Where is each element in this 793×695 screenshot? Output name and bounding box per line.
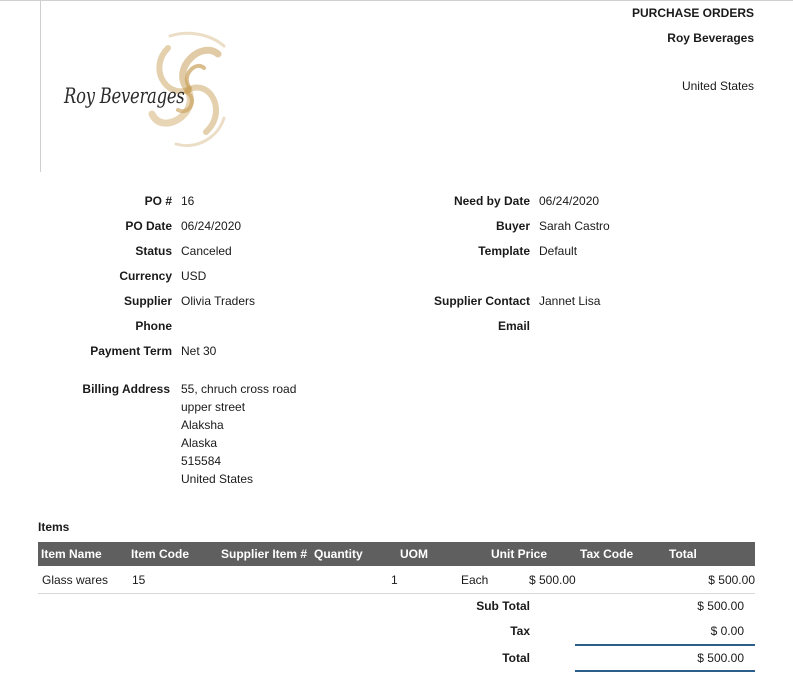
supplier-value: Olivia Traders [181,294,256,308]
billing-line: 515584 [181,454,222,468]
col-supplier-item: Supplier Item # [221,547,308,561]
tax-label: Tax [510,624,530,638]
billing-line: Alaksha [181,418,224,432]
supplier-contact-value: Jannet Lisa [539,294,601,308]
buyer-value: Sarah Castro [539,219,610,233]
need-by-label: Need by Date [453,194,530,208]
col-item-code: Item Code [131,547,190,561]
cell-total: $ 500.00 [708,573,755,587]
supplier-contact-label: Supplier Contact [433,294,530,308]
company-name: Roy Beverages [667,31,754,45]
supplier-label: Supplier [123,294,172,308]
items-table-header [38,542,755,566]
total-rule-bottom [575,670,755,672]
total-label: Total [502,651,530,665]
company-logo [58,28,238,152]
currency-label: Currency [119,269,172,283]
cell-quantity: 1 [391,573,398,587]
email-label: Email [497,319,530,333]
need-by-value: 06/24/2020 [539,194,600,208]
status-label: Status [135,244,172,258]
subtotal-value: $ 500.00 [697,599,744,613]
col-uom: UOM [400,547,428,561]
billing-line: Alaska [181,436,218,450]
po-date-label: PO Date [125,219,172,233]
col-unit-price: Unit Price [491,547,548,561]
buyer-label: Buyer [495,219,530,233]
tax-value: $ 0.00 [710,624,744,638]
logo-wordmark: Roy Beverages [64,84,185,108]
subtotal-label: Sub Total [476,599,530,613]
document-title: PURCHASE ORDERS [631,6,754,20]
status-value: Canceled [181,244,232,258]
po-number-value: 16 [181,194,195,208]
billing-line: 55, chruch cross road [181,382,297,396]
billing-line: United States [181,472,254,486]
cell-item-name: Glass wares [42,573,109,587]
col-total: Total [669,547,697,561]
total-rule-top [575,644,755,646]
payment-term-value: Net 30 [181,344,217,358]
po-number-label: PO # [144,194,172,208]
billing-line: upper street [181,400,246,414]
col-tax-code: Tax Code [580,547,634,561]
col-quantity: Quantity [314,547,363,561]
currency-value: USD [181,269,207,283]
row-divider [38,593,755,594]
items-section-title: Items [38,520,70,534]
cell-uom: Each [461,573,489,587]
top-border [0,0,793,1]
template-value: Default [539,244,578,258]
cell-item-code: 15 [132,573,146,587]
col-item-name: Item Name [41,547,102,561]
template-label: Template [478,244,530,258]
company-country: United States [681,79,754,93]
phone-label: Phone [135,319,172,333]
billing-address-label: Billing Address [82,382,170,396]
cell-unit-price: $ 500.00 [529,573,576,587]
total-value: $ 500.00 [697,651,744,665]
payment-term-label: Payment Term [90,344,172,358]
po-date-value: 06/24/2020 [181,219,242,233]
logo-divider [40,0,41,172]
